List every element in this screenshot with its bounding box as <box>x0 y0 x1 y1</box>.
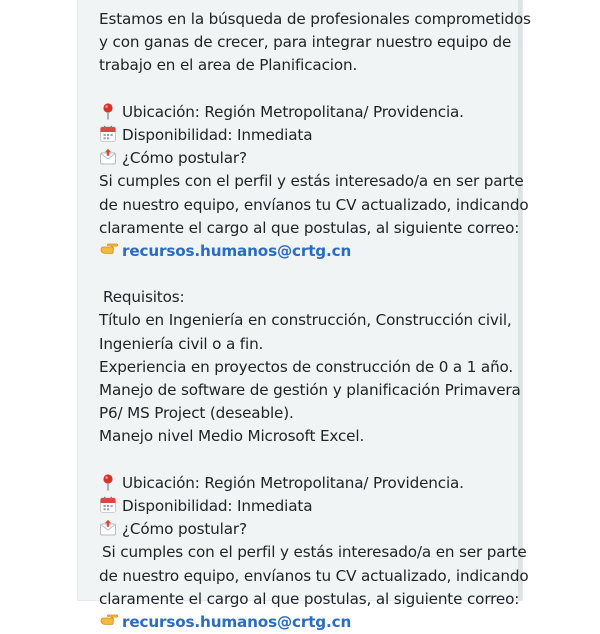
backhand-index-pointing-right-icon <box>99 612 117 630</box>
requirement-line-1: Título en Ingeniería en construcción, Construcción civil, <box>99 311 512 330</box>
how-to-apply-line <box>99 147 524 170</box>
backhand-index-pointing-right-icon <box>99 241 117 259</box>
instructions-line-3: claramente el cargo al que postulas, al siguiente correo: <box>99 218 520 237</box>
incoming-envelope-icon <box>99 519 117 537</box>
calendar-icon <box>99 496 117 514</box>
requirement-line-6: Manejo nivel Medio Microsoft Excel. <box>99 427 365 446</box>
intro-line-1: Estamos en la búsqueda de profesionales comprometidos <box>99 10 531 28</box>
instructions-line-1-b: Si cumples con el perfil y estás interesado/a en ser parte <box>102 543 527 562</box>
availability-text: Disponibilidad: Inmediata <box>122 125 313 144</box>
availability-text-2: Disponibilidad: Inmediata <box>122 496 313 515</box>
round-pushpin-icon <box>99 473 117 491</box>
instructions-line-3-b: claramente el cargo al que postulas, al siguiente correo: <box>99 589 520 608</box>
intro-line-3: trabajo en el area de Planificacion. <box>99 56 358 75</box>
email-line-2 <box>99 611 524 634</box>
location-line <box>99 101 524 124</box>
job-post-text <box>99 8 531 634</box>
email-line <box>99 240 524 263</box>
how-to-apply-line-2 <box>99 518 524 541</box>
requirements-heading: Requisitos: <box>103 288 185 307</box>
instructions-line-2: de nuestro equipo, envíanos tu CV actualizado, indicando <box>99 195 529 214</box>
email-link[interactable]: recursos.humanos@crtg.cn <box>122 241 352 260</box>
round-pushpin-icon <box>99 102 117 120</box>
requirement-line-3: Experiencia en proyectos de construcción de 0 a 1 año. <box>99 357 514 376</box>
availability-line-2 <box>99 495 524 518</box>
how-to-apply-text-2: ¿Cómo postular? <box>122 520 247 539</box>
availability-line <box>99 124 524 147</box>
how-to-apply-text: ¿Cómo postular? <box>122 149 247 168</box>
requirement-line-4: Manejo de software de gestión y planificación Primavera <box>99 381 521 399</box>
calendar-icon <box>99 125 117 143</box>
requirement-line-2: Ingeniería civil o a fin. <box>99 334 264 353</box>
instructions-line-2-b: de nuestro equipo, envíanos tu CV actualizado, indicando <box>99 566 529 585</box>
spacer <box>99 78 524 101</box>
requirement-line-5: P6/ MS Project (deseable). <box>99 404 294 423</box>
email-link-2[interactable]: recursos.humanos@crtg.cn <box>122 612 352 631</box>
intro-line-2: y con ganas de crecer, para integrar nuestro equipo de <box>99 33 512 52</box>
location-text-2: Ubicación: Región Metropolitana/ Providencia. <box>122 473 464 492</box>
spacer <box>99 263 524 286</box>
spacer <box>99 449 524 472</box>
incoming-envelope-icon <box>99 148 117 166</box>
location-line-2 <box>99 472 524 495</box>
instructions-line-1: Si cumples con el perfil y estás interesado/a en ser parte <box>99 172 524 191</box>
location-text: Ubicación: Región Metropolitana/ Providencia. <box>122 102 464 121</box>
